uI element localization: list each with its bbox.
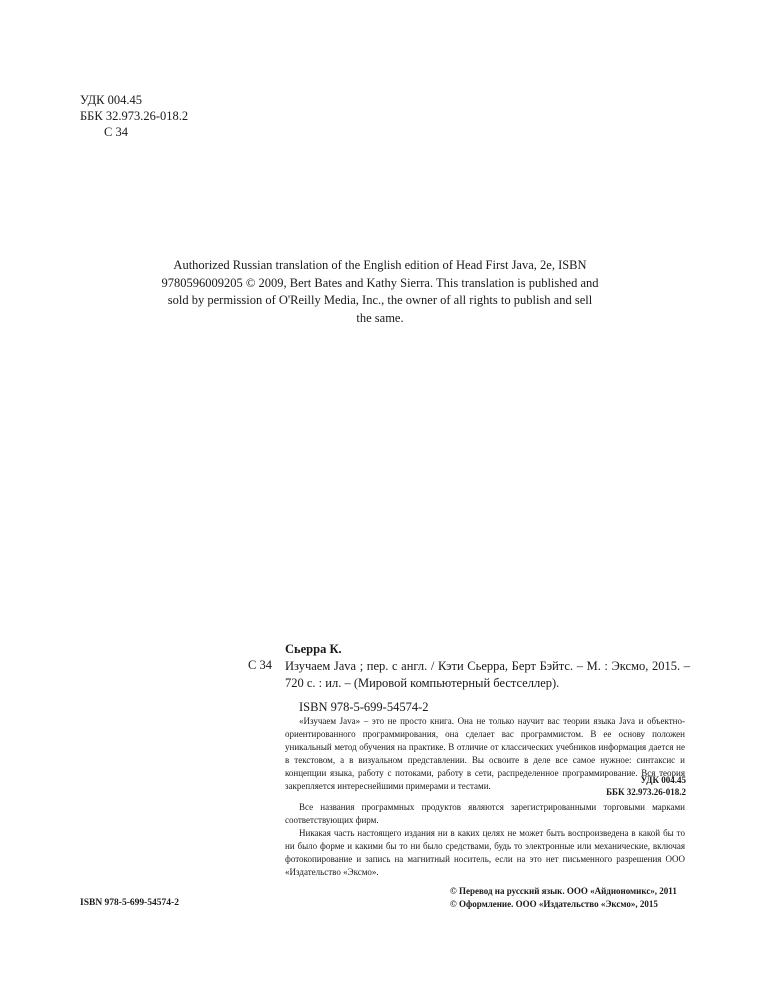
catalog-udk: УДК 004.45 <box>640 775 686 785</box>
bbk-code: ББК 32.973.26-018.2 <box>80 109 189 123</box>
rights-notice: Authorized Russian translation of the English edition of Head First Java, 2e, ISBN 9780596009205 © 2009, Bert Bates and Kathy Sierra. This translation is published and sold by permission of O'Reilly Media, Inc., the owner of all rights to publish and sell the same. <box>161 258 599 325</box>
copyright-block <box>450 885 677 911</box>
legal-notices <box>285 801 685 879</box>
reproduction-notice: Никакая часть настоящего издания ни в каких целях не может быть воспроизведена в какой бы то ни было форме и какими бы то ни было средствами, будь то электронные или механические, включая фотокопирование и запись на магнитный носитель, если на это нет письменного разрешения ООО «Издательство «Эксмо». <box>285 828 685 877</box>
catalog-description: Изучаем Java ; пер. с англ. / Кэти Сьерра, Берт Бэйтс. – М. : Эксмо, 2015. – 720 с. : ил. – (Мировой компьютерный бестселлер). <box>285 659 690 690</box>
copyright-design: © Оформление. ООО «Издательство «Эксмо», 2015 <box>450 899 658 909</box>
trademarks-notice: Все названия программных продуктов являются зарегистрированными торговыми марками соответствующих фирм. <box>285 802 685 825</box>
catalog-codes-small <box>560 774 686 798</box>
catalog-author: Сьерра К. <box>285 642 342 656</box>
catalog-isbn: ISBN 978-5-699-54574-2 <box>299 700 429 714</box>
annotation-text: «Изучаем Java» – это не просто книга. Она не только научит вас теории языка Java и объектно-ориентированного программирования, она сделает вас программистом. В ее основу положен уникальный метод обучения на практике. В отличие от классических учебников информация дается не в текстовом, а в визуальном представлении. Вы освоите в деле все самое нужное: синтаксис и концепции языка, работу с потоками, работу в сети, распределенное программирование. Вся теория закрепляется интереснейшими примерами и тестами. <box>285 716 685 791</box>
copyright-translation: © Перевод на русский язык. ООО «Айдиономикс», 2011 <box>450 886 677 896</box>
footer-isbn: ISBN 978-5-699-54574-2 <box>80 898 179 908</box>
catalog-code: С 34 <box>248 658 272 672</box>
classification-codes <box>80 92 188 140</box>
udk-code: УДК 004.45 <box>80 93 142 107</box>
author-mark: С 34 <box>104 125 128 139</box>
catalog-bbk: ББК 32.973.26-018.2 <box>606 787 686 797</box>
